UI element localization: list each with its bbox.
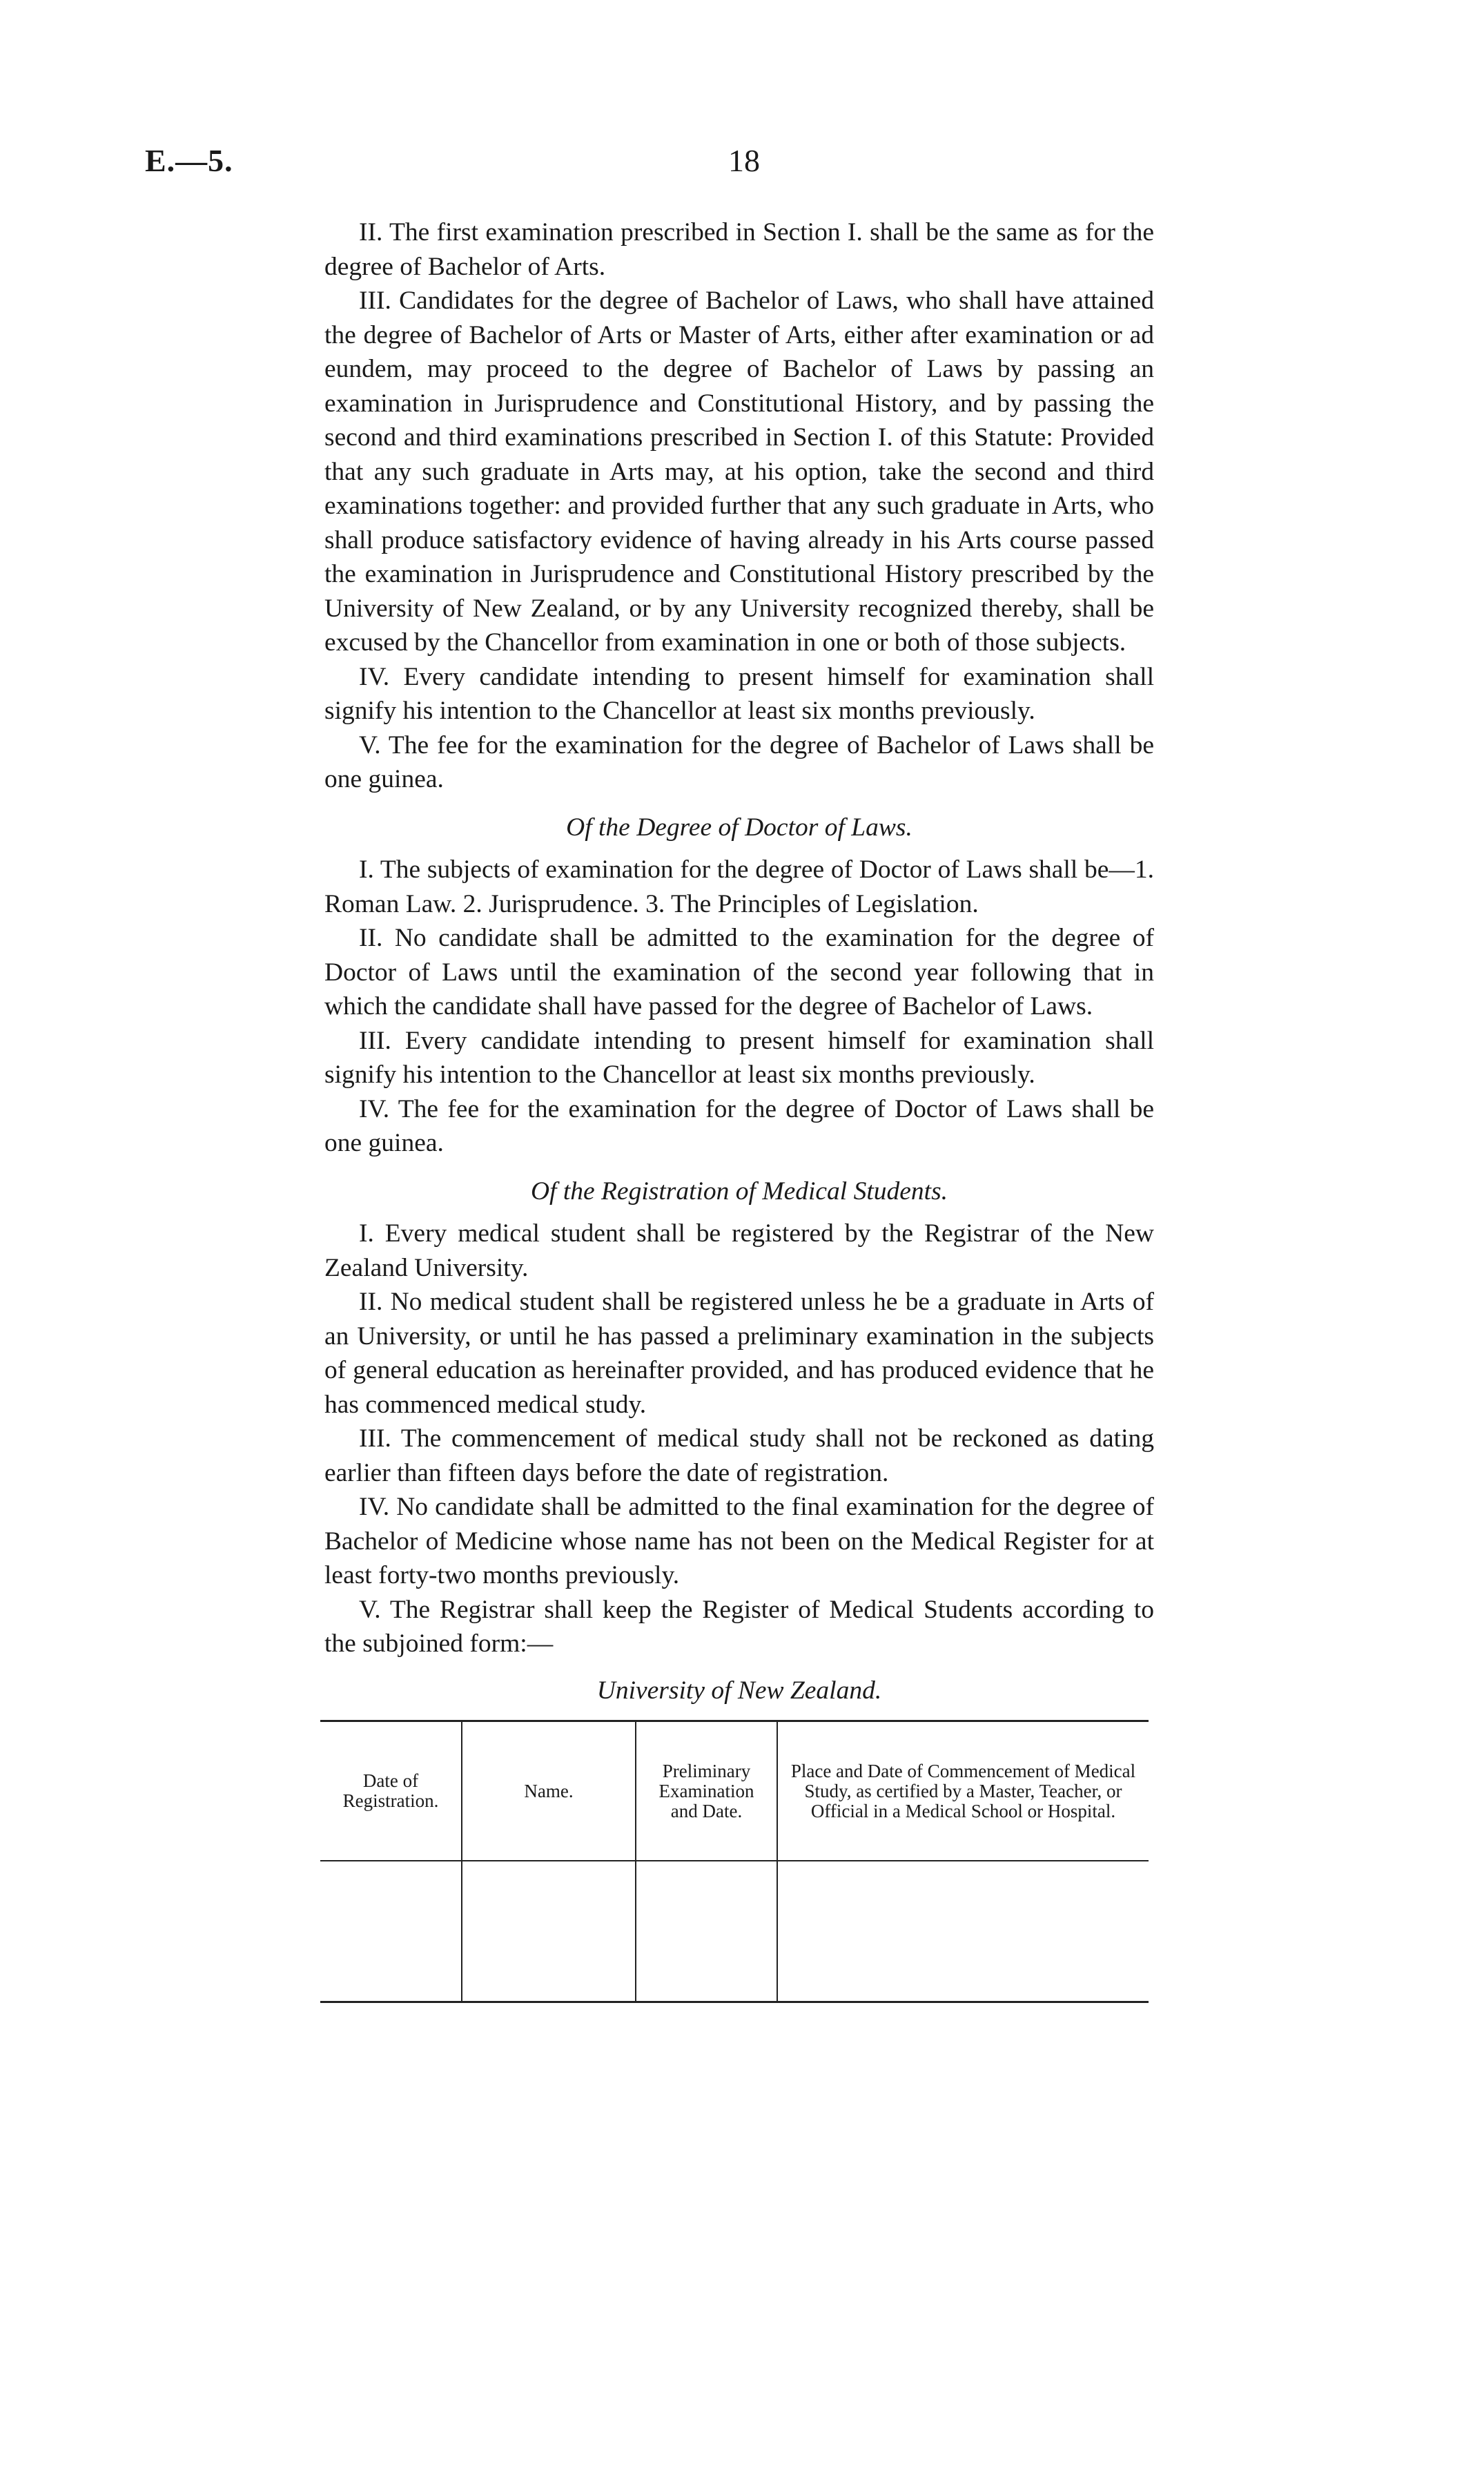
table-cell — [320, 1861, 462, 2002]
document-body — [324, 215, 1154, 2003]
paragraph: IV. Every candidate intending to present himself for examination shall signify his intention to the Chancellor at least six months previously. — [324, 662, 1154, 725]
column-header-name: Name. — [462, 1721, 636, 1861]
section-heading-doctor-of-laws: Of the Degree of Doctor of Laws. — [566, 813, 912, 842]
paragraph: II. The first examination prescribed in Section I. shall be the same as for the degree of Bachelor of Arts. — [324, 218, 1154, 281]
paragraph: V. The fee for the examination for the degree of Bachelor of Laws shall be one guinea. — [324, 730, 1154, 793]
table-header-row — [320, 1721, 1149, 1861]
paragraph: V. The Registrar shall keep the Register of Medical Students according to the subjoined form:— — [324, 1595, 1154, 1658]
paragraph: II. No medical student shall be registered unless he be a graduate in Arts of an University, or until he has passed a preliminary examination in the subjects of general education as hereinafter provided, and has produced evidence that he has commenced medical study. — [324, 1288, 1154, 1419]
section-heading-medical-students: Of the Registration of Medical Students. — [530, 1177, 948, 1206]
table-row — [320, 1861, 1149, 2002]
column-header-place-date: Place and Date of Commencement of Medical Study, as certified by a Master, Teacher, or Official in a Medical School or Hospital. — [777, 1721, 1149, 1861]
paragraph: II. No candidate shall be admitted to the examination for the degree of Doctor of Laws until the examination of the second year following that in which the candidate shall have passed for the degree of Bachelor of Laws. — [324, 924, 1154, 1020]
paragraph: III. Candidates for the degree of Bachelor of Laws, who shall have attained the degree of Bachelor of Arts or Master of Arts, either after examination or ad eundem, may proceed to the degree of Bachelor of Laws by passing an examination in Jurisprudence and Constitutional History, and by passing the second and third examinations prescribed in Section I. of this Statute: Provided that any such graduate in Arts may, at his option, take the second and third examinations together: and provided further that any such graduate in Arts, who shall produce satisfactory evidence of having already in his Arts course passed the examination in Jurisprudence and Constitutional History prescribed by the University of New Zealand, or by any University recognized thereby, shall be excused by the Chancellor from examination in one or both of those subjects. — [324, 287, 1154, 657]
paragraph: I. The subjects of examination for the degree of Doctor of Laws shall be—1. Roman Law. 2. Jurisprudence. 3. The Principles of Legislation. — [324, 855, 1154, 918]
paragraph: III. The commencement of medical study shall not be reckoned as dating earlier than fifteen days before the date of registration. — [324, 1424, 1154, 1487]
medical-register-table — [320, 1720, 1149, 2003]
page-number: 18 — [728, 143, 760, 178]
register-table-wrapper — [320, 1720, 1149, 2003]
table-cell — [462, 1861, 636, 2002]
document-code: E.—5. — [145, 143, 233, 178]
paragraph: IV. The fee for the examination for the degree of Doctor of Laws shall be one guinea. — [324, 1094, 1154, 1157]
table-cell — [777, 1861, 1149, 2002]
paragraph: III. Every candidate intending to present himself for examination shall signify his intention to the Chancellor at least six months previously. — [324, 1026, 1154, 1089]
paragraph: IV. No candidate shall be admitted to the final examination for the degree of Bachelor of Medicine whose name has not been on the Medical Register for at least forty-two months previously. — [324, 1493, 1154, 1589]
table-cell — [636, 1861, 777, 2002]
register-table-title: University of New Zealand. — [596, 1676, 882, 1705]
column-header-preliminary: Preliminary Examination and Date. — [636, 1721, 777, 1861]
column-header-date: Date of Registration. — [320, 1721, 462, 1861]
paragraph: I. Every medical student shall be registered by the Registrar of the New Zealand University. — [324, 1219, 1154, 1282]
